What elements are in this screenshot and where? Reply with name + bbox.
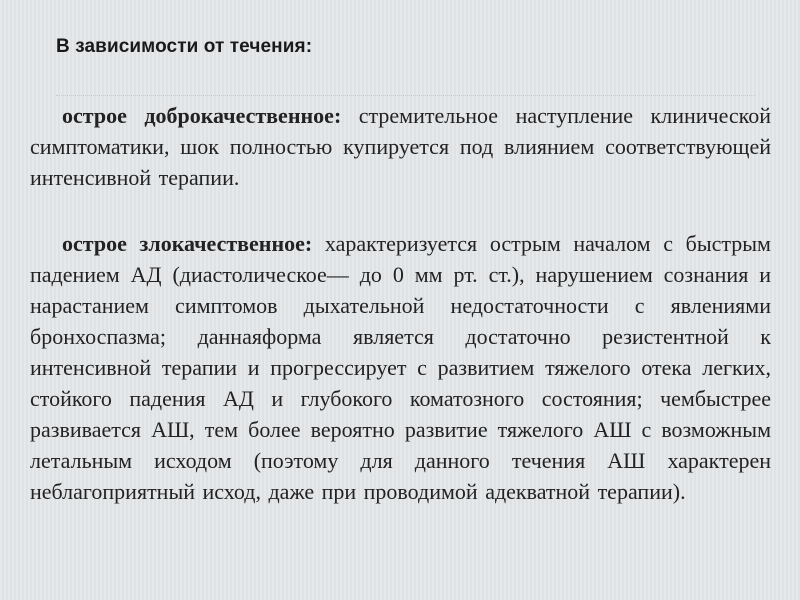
slide-heading: В зависимости от течения:	[56, 36, 313, 57]
paragraph-malignant	[30, 228, 771, 507]
dotted-divider	[56, 95, 756, 96]
paragraph-benign	[30, 100, 771, 193]
text-malignant: характеризуется острым началом с быстрым падением АД (диастолическое— до 0 мм рт. ст.), нарушением сознания и нарастанием симптомов дыхательной недостаточности с явлениями бронхоспазма; даннаяформа является достаточно резистентной к интенсивной терапии и прогрессирует с развитием тяжелого отека легких, стойкого падения АД и глубокого коматозного состояния; чембыстрее развивается АШ, тем более вероятно развитие тяжелого АШ с возможным летальным исходом (поэтому для данного течения АШ характерен неблагоприятный исход, даже при проводимой адекватной терапии).	[30, 231, 771, 504]
text-benign: стремительное наступление клинической симптоматики, шок полностью купируется под влиянием соответствующей интенсивной терапии.	[30, 103, 771, 190]
term-benign: острое доброкачественное:	[62, 103, 342, 128]
term-malignant: острое злокачественное:	[62, 231, 313, 256]
